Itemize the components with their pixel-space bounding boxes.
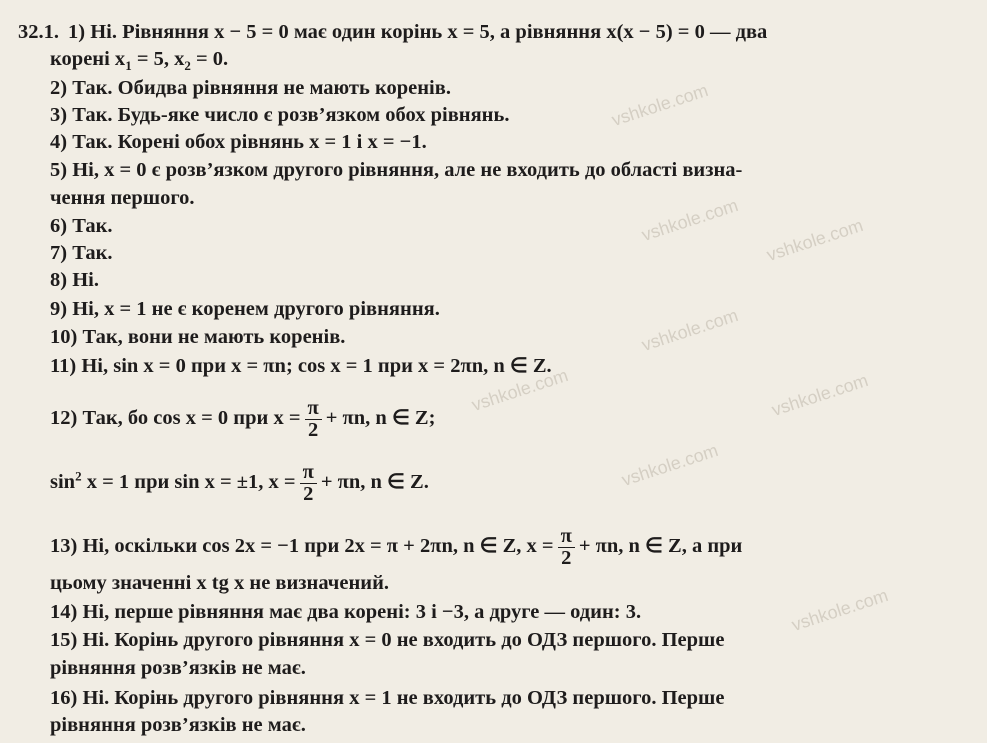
answer-text: цьому значенні x tg x не визначений.	[50, 572, 390, 594]
item-number: 15)	[50, 629, 78, 651]
answer-1-text-3: = 5, x	[131, 48, 185, 70]
answer-text: sin	[50, 471, 76, 494]
answer-text: рівняння розв’язків не має.	[50, 657, 306, 679]
superscript: 2	[75, 468, 82, 484]
watermark: vshkole.com	[469, 365, 571, 415]
item-number: 16)	[50, 687, 78, 709]
item-number: 2)	[50, 77, 68, 99]
answer-text: + πn, n ∈ Z, а при	[578, 535, 743, 558]
item-number: 10)	[50, 326, 78, 348]
watermark: vshkole.com	[609, 80, 711, 130]
answer-text: Ні. Корінь другого рівняння x = 0 не входить до ОДЗ першого. Перше	[77, 629, 725, 651]
problem-number: 32.1.	[18, 21, 59, 43]
item-number: 7)	[50, 242, 68, 264]
answer-1-text: Ні. Рівняння x − 5 = 0 має один корінь x = 5, а рівняння x(x − 5) = 0 — два	[85, 21, 768, 43]
fraction	[558, 526, 575, 569]
answer-1-text-4: = 0.	[190, 48, 229, 70]
item-number: 1)	[68, 21, 86, 43]
answer-text: Так, вони не мають коренів.	[77, 326, 346, 348]
item-number: 12)	[50, 407, 78, 430]
answer-text: Так. Будь-яке число є розв’язком обох рівнянь.	[67, 104, 510, 126]
watermark: vshkole.com	[619, 440, 721, 490]
fraction-denominator: 2	[303, 483, 314, 505]
fraction-numerator: π	[305, 398, 322, 420]
watermark: vshkole.com	[639, 195, 741, 245]
answer-text: чення першого.	[50, 187, 195, 209]
fraction	[300, 462, 317, 505]
answer-text: x = 1 при sin x = ±1, x =	[81, 471, 296, 494]
answer-text: Так, бо cos x = 0 при x =	[77, 407, 301, 430]
answer-text: Ні.	[67, 269, 99, 291]
watermark: vshkole.com	[764, 215, 866, 265]
subscript: 2	[184, 58, 191, 74]
fraction	[305, 398, 322, 441]
watermark: vshkole.com	[769, 370, 871, 420]
answer-text: Так.	[67, 215, 113, 237]
answer-text: Так. Корені обох рівнянь x = 1 і x = −1.	[67, 131, 427, 153]
answer-text: Ні. Корінь другого рівняння x = 1 не входить до ОДЗ першого. Перше	[77, 687, 725, 709]
answer-text: Так. Обидва рівняння не мають коренів.	[67, 77, 451, 99]
answer-text: Ні, sin x = 0 при x = πn; cos x = 1 при x = 2πn, n ∈ Z.	[76, 355, 552, 377]
fraction-numerator: π	[300, 462, 317, 484]
item-number: 6)	[50, 215, 68, 237]
answer-text: Ні, перше рівняння має два корені: 3 і −3, а друге — один: 3.	[77, 601, 642, 623]
item-number: 3)	[50, 104, 68, 126]
watermark: vshkole.com	[789, 585, 891, 635]
item-number: 11)	[50, 355, 77, 377]
subscript: 1	[125, 58, 132, 74]
item-number: 8)	[50, 269, 68, 291]
answer-text: Так.	[67, 242, 113, 264]
item-number: 13)	[50, 535, 78, 558]
answer-text: + πn, n ∈ Z;	[325, 407, 436, 430]
watermark: vshkole.com	[639, 305, 741, 355]
fraction-numerator: π	[558, 526, 575, 548]
answer-text: Ні, оскільки cos 2x = −1 при 2x = π + 2πn, n ∈ Z, x =	[77, 535, 554, 558]
answer-text: Ні, x = 0 є розв’язком другого рівняння, але не входить до області визна-	[67, 159, 743, 181]
item-number: 9)	[50, 298, 68, 320]
answer-1-text-2: корені x	[50, 48, 126, 70]
fraction-denominator: 2	[561, 547, 572, 569]
item-number: 4)	[50, 131, 68, 153]
fraction-denominator: 2	[307, 419, 319, 441]
item-number: 14)	[50, 601, 78, 623]
answer-text: рівняння розв’язків не має.	[50, 714, 306, 736]
answer-text: Ні, x = 1 не є коренем другого рівняння.	[67, 298, 440, 320]
item-number: 5)	[50, 159, 68, 181]
answer-text: + πn, n ∈ Z.	[320, 471, 429, 494]
